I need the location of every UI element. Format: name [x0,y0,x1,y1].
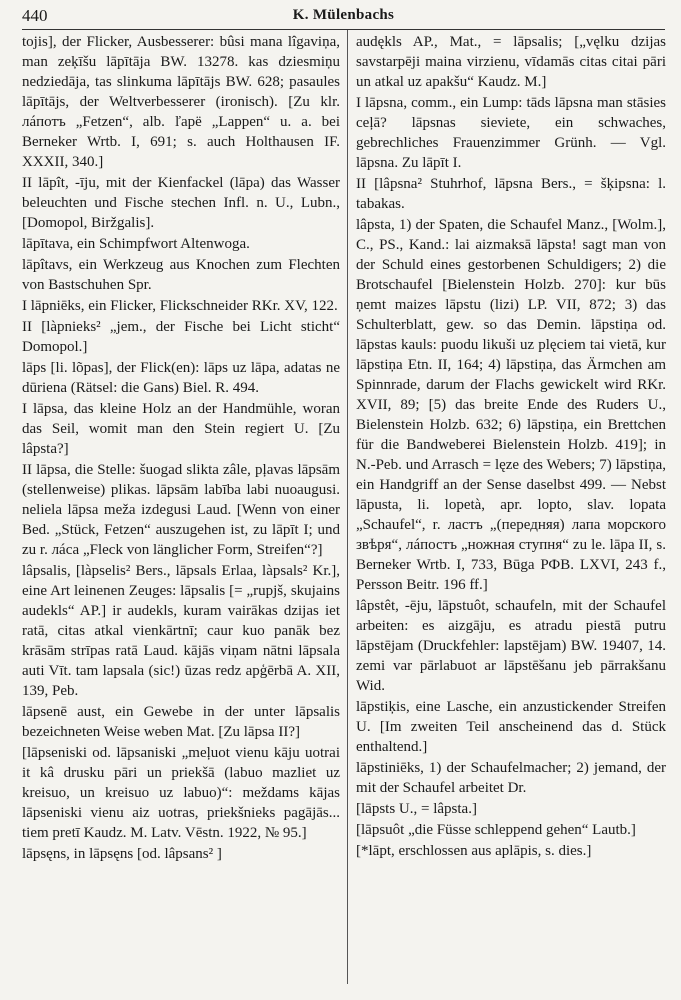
dictionary-entry: audękls AP., Mat., = lāpsalis; [„vęlku dzijas savstarpēji maina virzienu, vīdamās citas citai pāri un atkal uz apakšu“ Kaudz. M.] [356,34,666,90]
page-header [22,3,665,30]
dictionary-entry: lāpîtavs, ein Werkzeug aus Knochen zum Flechten von Bastschuhen Spr. [22,257,340,293]
dictionary-entry: tojis], der Flicker, Ausbesserer: bûsi mana lîgaviņa, man zeķīšu lāpītāja BW. 13278. kas dziesmiņu nedziedāja, tas slinkuma lāpītājs BW. 628; pasaules lāpītājs, der Weltverbesserer (ironisch). [Zu klr. лáпотъ „Fetzen“, alb. ľapë „Lappen“ u. a. bei Berneker Wrtb. I, 691; s. auch Holthausen IF. XXXII, 340.] [22,34,340,170]
dictionary-entry: [lāpsts U., = lâpsta.] [356,801,477,817]
right-column [356,32,666,990]
dictionary-entry: II [làpnieks² „jem., der Fische bei Licht sticht“ Domopol.] [22,319,340,355]
left-column [22,32,340,990]
dictionary-entry: I lāpniēks, ein Flicker, Flickschneider RKr. XV, 122. [22,298,338,314]
dictionary-entry: [*lāpt, erschlossen aus aplāpis, s. dies.] [356,843,592,859]
dictionary-entry: [lāpseniski od. lāpsaniski „meļuot vienu kāju uotrai it kâ drusku pāri un priekšā (labuo mazliet uz kreisuo, un kreisuo uz labuo)“: meždams kājas lāpseniski vienu aiz uotras, priekšnieks pagājās... tiem pretī Kaudz. M. Latv. Vēstn. 1922, № 95.] [22,745,340,841]
dictionary-entry: lāpstiniēks, 1) der Schaufelmacher; 2) jemand, der mit der Schaufel arbeitet Dr. [356,760,666,796]
running-title: K. Mülenbachs [292,7,395,23]
dictionary-entry: lāpstiķis, eine Lasche, ein anzustickender Streifen U. [Im zweiten Teil anscheinend das d. Stück enthaltend.] [356,699,666,755]
dictionary-entry: [lāpsuôt „die Füsse schleppend gehen“ Lautb.] [356,822,636,838]
dictionary-entry: lâpsta, 1) der Spaten, die Schaufel Manz., [Wolm.], C., PS., Kand.: lai aizmaksā lāpsta! sagt man von der Schuld eines gestorbenen Schuldigers; 2) die Brotschaufel [Bielenstein Holzb. 270]: kur būs ņemt maizes lāpstu (lizi) LP. VII, 872; 3) das Schulterblatt, gew. so das Demin. lāpstiņa od. lāpstas kauls: puodu likuši uz plęciem tai vietā, kur lāpstiņa Etn. II, 164; 4) lāpstiņa, das Ärmchen am Spinnrade, darum der Flachs gewickelt wird RKr. XVII, 89; [5) das breite Ende des Ruders U., Bielenstein Holzb. 632; 6) lāpstiņa, ein Brettchen für die Bandweberei Bielenstein Holzb. 419]; in N.-Peb. und Arrasch = lęze des Webers; 7) lāpstiņa, ein Handgriff an der Sense daselbst 499. — Nebst lāpusta, li. lopetà, apr. lopto, slav. lopata „Schaufel“, r. ластъ „(передняя) лапа морского звѣря“, лáпостъ „ножная ступня“ zu le. lāpa II, s. Berneker Wrtb. I, 733, Būga РФВ. LXVI, 243 f., Persson Beitr. 196 ff.] [356,217,666,593]
dictionary-entry: I lāpsna, comm., ein Lump: tāds lāpsna man stāsies ceļā? lāpsnas sieviete, ein schwaches, gebrechliches Frauenzimmer Grünh. — Vgl. lāpsna. Zu lāpīt I. [356,95,666,171]
dictionary-entry: I lāpsa, das kleine Holz an der Handmühle, woran das Seil, womit man den Stein regiert U. [Zu lâpsta?] [22,401,340,457]
dictionary-entry: II lāpsa, die Stelle: šuogad slikta zâle, pļavas lāpsām (stellenweise) plikas. lāpsām labība labi nuoaugusi. neliela lāpsa meža izdegusi Laud. [Wenn von einer Bed. „Stück, Fetzen“ auszugehen ist, zu lāpīt I; und zu r. лáса „Fleck von länglicher Form, Streifen“?] [22,462,340,558]
column-divider [347,30,348,984]
dictionary-entry: lāps [li. lõpas], der Flick(en): lāps uz lāpa, adatas ne dūriena (Rätsel: die Gans) Biel. R. 494. [22,360,340,396]
dictionary-entry: lâpstêt, -ēju, lāpstuôt, schaufeln, mit der Schaufel arbeiten: es aizgāju, es atradu piestā putru lāpstējam (Druckfehler: lapstējam) BW. 19407, 14. zemi var pārlabuot ar lāpstēšanu jeb pārrakšanu Wid. [356,598,666,694]
dictionary-entry: II lāpît, -īju, mit der Kienfackel (lāpa) das Wasser beleuchten und Fische stechen Infl. n. U., Lubn., [Domopol, Biržgalis]. [22,175,340,231]
dictionary-entry: lāpsenē aust, ein Gewebe in der unter lāpsalis bezeichneten Weise weben Mat. [Zu lāpsa II?] [22,704,340,740]
dictionary-entry: lâpsalis, [làpselis² Bers., lāpsals Erlaa, làpsals² Kr.], eine Art leinenen Zeuges: lāpsalis [= „rupjš, skujains audekls“ AP.] ir audekls, kuram vairākas dzijas iet ratā, citas atkal vienkārtnī; caur kuo panāk bez krāsām strīpas ratā Laud. kājās viņam nātni lāpsala auti Vīt. tam lapsala (sic!) ūzas redz apģērbā A. XII, 139, Peb. [22,563,340,699]
dictionary-entry: II [lâpsna² Stuhrhof, lāpsna Bers., = šķipsna: l. tabakas. [356,176,666,212]
dictionary-entry: lāpsęns, in lāpsęns [od. lâpsans² ] [22,846,222,862]
dictionary-entry: lāpītava, ein Schimpfwort Altenwoga. [22,236,250,252]
page-number: 440 [22,6,48,25]
